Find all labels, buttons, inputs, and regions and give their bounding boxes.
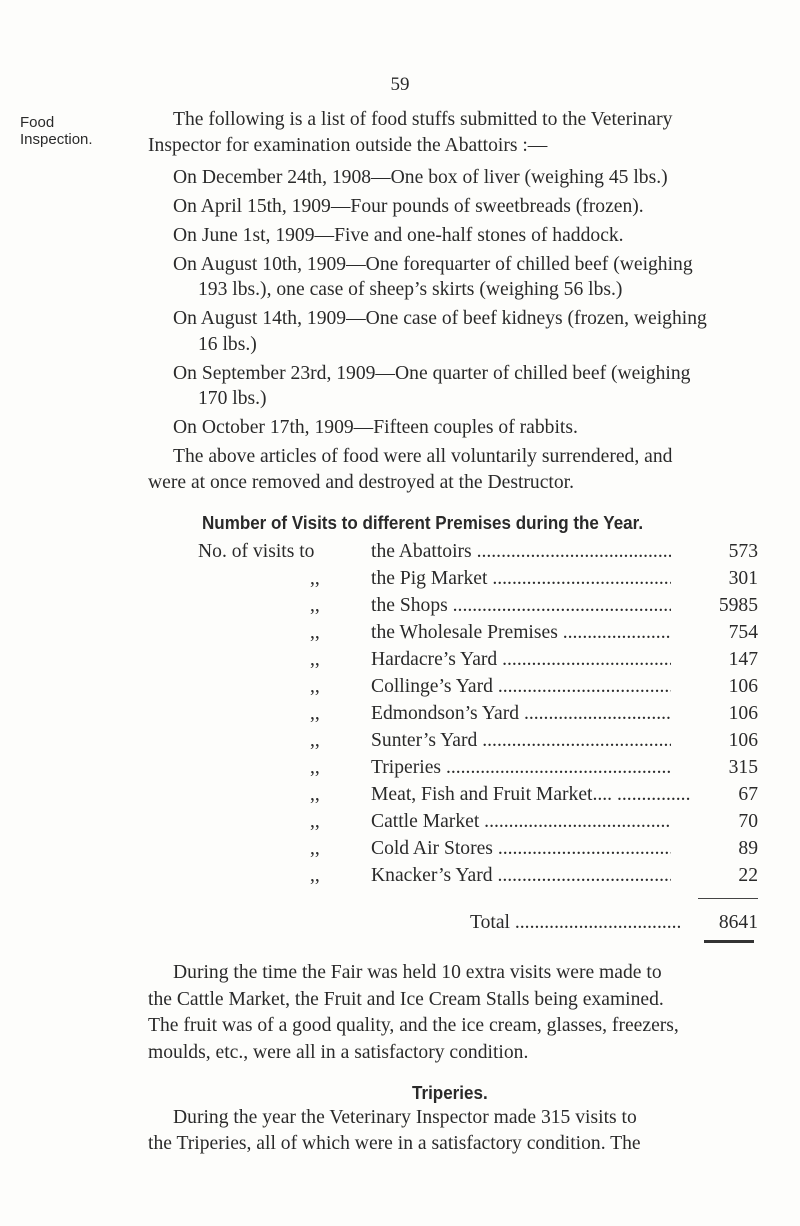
visit-place: Knacker’s Yard ..... bbox=[371, 863, 671, 889]
visits-row bbox=[198, 755, 758, 781]
visit-place: Cold Air Stores ..... bbox=[371, 836, 671, 862]
visit-place: Edmondson’s Yard ..... bbox=[371, 701, 671, 727]
visit-place: Collinge’s Yard ..... bbox=[371, 674, 671, 700]
ditto-mark: ,, bbox=[310, 838, 320, 859]
total-rule bbox=[698, 898, 758, 899]
fair-line: The fruit was of a good quality, and the ice cream, glasses, freezers, bbox=[148, 1015, 679, 1036]
visits-row bbox=[198, 782, 758, 808]
ditto-mark: ,, bbox=[310, 865, 320, 886]
food-item: On October 17th, 1909—Fifteen couples of rabbits. bbox=[173, 417, 578, 438]
margin-note-line-2: Inspection. bbox=[20, 131, 93, 148]
visit-count: 89 bbox=[738, 838, 758, 859]
food-item: On December 24th, 1908—One box of liver (weighing 45 lbs.) bbox=[173, 167, 668, 188]
ditto-mark: ,, bbox=[310, 622, 320, 643]
visit-place: the Shops ..... bbox=[371, 593, 671, 619]
visit-count: 67 bbox=[738, 784, 758, 805]
visit-count: 106 bbox=[728, 703, 758, 724]
visits-row bbox=[198, 674, 758, 700]
total-label: Total ..... bbox=[470, 910, 680, 936]
triperies-line: the Triperies, all of which were in a satisfactory condition. The bbox=[148, 1133, 641, 1154]
visits-heading: Number of Visits to different Premises during the Year. bbox=[202, 512, 644, 533]
visits-row bbox=[198, 863, 758, 889]
visit-count: 754 bbox=[728, 622, 758, 643]
visits-total-row bbox=[198, 910, 758, 936]
visits-row bbox=[198, 836, 758, 862]
ditto-mark: ,, bbox=[310, 568, 320, 589]
visit-place: the Pig Market ..... bbox=[371, 566, 671, 592]
ditto-mark: ,, bbox=[310, 649, 320, 670]
food-item: On April 15th, 1909—Four pounds of sweetbreads (frozen). bbox=[173, 196, 644, 217]
double-rule bbox=[704, 940, 754, 943]
visit-place: the Abattoirs ..... bbox=[371, 539, 671, 565]
summary-line: were at once removed and destroyed at the Destructor. bbox=[148, 472, 574, 493]
food-item-continuation: 193 lbs.), one case of sheep’s skirts (weighing 56 lbs.) bbox=[198, 279, 623, 300]
visit-count: 573 bbox=[728, 541, 758, 562]
visit-count: 301 bbox=[728, 568, 758, 589]
total-value: 8641 bbox=[718, 912, 758, 933]
fair-line: During the time the Fair was held 10 extra visits were made to bbox=[173, 962, 662, 983]
ditto-mark: ,, bbox=[310, 730, 320, 751]
visits-row bbox=[198, 647, 758, 673]
ditto-mark: ,, bbox=[310, 811, 320, 832]
ditto-mark: ,, bbox=[310, 595, 320, 616]
ditto-mark: ,, bbox=[310, 676, 320, 697]
food-item: On August 14th, 1909—One case of beef kidneys (frozen, weighing bbox=[173, 308, 707, 329]
fair-line: moulds, etc., were all in a satisfactory condition. bbox=[148, 1042, 529, 1063]
food-item-continuation: 16 lbs.) bbox=[198, 334, 257, 355]
food-item-continuation: 170 lbs.) bbox=[198, 388, 267, 409]
visit-place: Triperies ..... bbox=[371, 755, 671, 781]
visits-row bbox=[198, 728, 758, 754]
triperies-line: During the year the Veterinary Inspector made 315 visits to bbox=[173, 1107, 637, 1128]
visit-count: 5985 bbox=[718, 595, 758, 616]
visit-place: Cattle Market ..... bbox=[371, 809, 671, 835]
visits-prefix: No. of visits to bbox=[198, 541, 315, 562]
visits-row bbox=[198, 809, 758, 835]
visits-row bbox=[198, 566, 758, 592]
food-item: On August 10th, 1909—One forequarter of chilled beef (weighing bbox=[173, 254, 693, 275]
visit-place: Sunter’s Yard ..... bbox=[371, 728, 671, 754]
visit-count: 315 bbox=[728, 757, 758, 778]
visit-place: Meat, Fish and Fruit Market.... ..... bbox=[371, 782, 691, 808]
summary-line: The above articles of food were all voluntarily surrendered, and bbox=[173, 446, 673, 467]
visit-count: 22 bbox=[738, 865, 758, 886]
intro-line: Inspector for examination outside the Abattoirs :— bbox=[148, 135, 548, 156]
visits-row bbox=[198, 701, 758, 727]
visit-count: 147 bbox=[728, 649, 758, 670]
food-item: On September 23rd, 1909—One quarter of chilled beef (weighing bbox=[173, 363, 691, 384]
visit-place: the Wholesale Premises ..... bbox=[371, 620, 671, 646]
visits-row bbox=[198, 593, 758, 619]
fair-line: the Cattle Market, the Fruit and Ice Cream Stalls being examined. bbox=[148, 989, 664, 1010]
visit-count: 106 bbox=[728, 730, 758, 751]
intro-line: The following is a list of food stuffs submitted to the Veterinary bbox=[173, 109, 673, 130]
margin-note-line-1: Food bbox=[20, 114, 55, 131]
ditto-mark: ,, bbox=[310, 703, 320, 724]
page-number: 59 bbox=[390, 74, 410, 95]
visits-row bbox=[198, 620, 758, 646]
visit-count: 70 bbox=[738, 811, 758, 832]
food-item: On June 1st, 1909—Five and one-half stones of haddock. bbox=[173, 225, 624, 246]
visit-place: Hardacre’s Yard ..... bbox=[371, 647, 671, 673]
visits-row bbox=[198, 539, 758, 565]
ditto-mark: ,, bbox=[310, 757, 320, 778]
triperies-heading: Triperies. bbox=[412, 1082, 488, 1103]
ditto-mark: ,, bbox=[310, 784, 320, 805]
visit-count: 106 bbox=[728, 676, 758, 697]
